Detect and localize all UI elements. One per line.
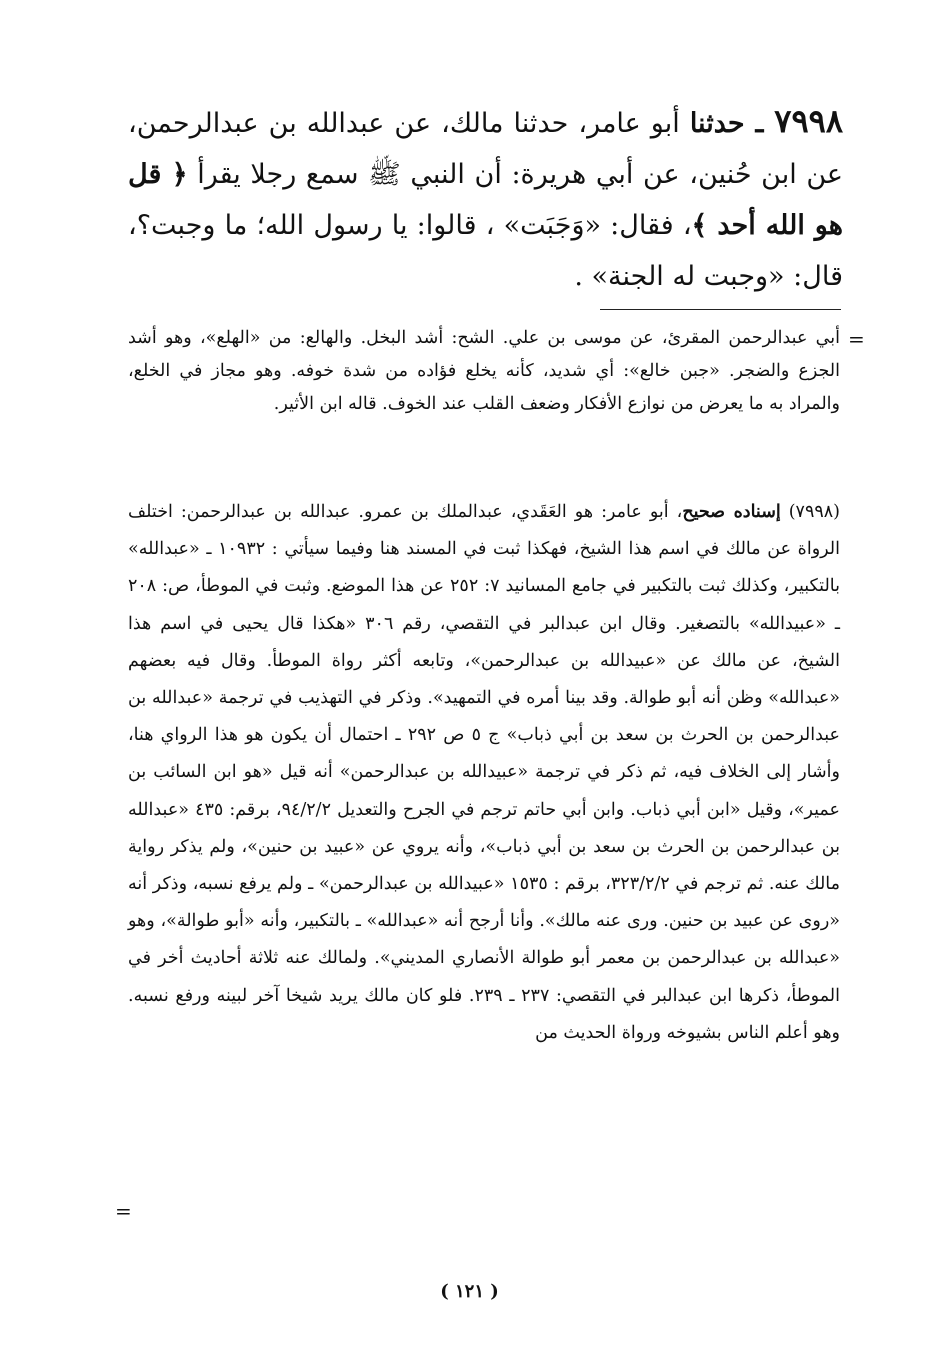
continuation-mark-end: = xyxy=(115,1199,132,1223)
hadith-text xyxy=(128,96,843,302)
hadith-isnad-matn: أبو عامر، حدثنا مالك، عن عبدالله بن عبدالرحمن، عن ابن حُنين، عن أبي هريرة: أن النبي ﷺ سمع رجلا يقرأ xyxy=(128,108,844,190)
continuation-mark: = xyxy=(848,327,865,351)
page-number: ( ١٢١ ) xyxy=(440,1281,499,1302)
footnote-body: ، أبو عامر: هو العَقَدي، عبدالملك بن عمرو. عبدالله بن عبدالرحمن: اختلف الرواة عن مالك في اسم هذا الشيخ، فهكذا ثبت في المسند هنا وفيما سيأتي : ١٠٩٣٢ ـ «عبدالله» بالتكبير، وكذلك ثبت بالتكبير في جامع المسانيد ٧: ٢٥٢ عن هذا الموضع. وثبت في الموطأ، ص: ٢٠٨ ـ «عبيدالله» بالتصغير. وقال ابن عبدالبر في التقصي، رقم ٣٠٦ «هكذا قال يحيى في اسم هذا الشيخ، عن مالك عن «عبيدالله بن عبدالرحمن»، وتابعه أكثر رواة الموطأ. وقال فيه بعضهم «عبدالله» وظن أنه أبو طوالة. وقد بينا أمره في التمهيد». وذكر في التهذيب في ترجمة «عبدالله بن عبدالرحمن بن الحرث بن سعد بن أبي ذباب» ج ٥ ص ٢٩٢ ـ احتمال أن يكون هو هذا الرواي هنا، وأشار إلى الخلاف فيه، ثم ذكر في ترجمة «عبيدالله بن عبدالرحمن» أنه قيل «هو ابن السائب بن عمير»، وقيل «ابن أبي ذباب. وابن أبي حاتم ترجم في الجرح والتعديل ٩٤/٢/٢، برقم: ٤٣٥ «عبدالله بن عبدالرحمن بن الحرث بن سعد بن أبي ذباب»، وأنه يروي عن «عبيد بن حنين»، ولم يذكر رواية مالك عنه. ثم ترجم في ٣٢٣/٢/٢، برقم : ١٥٣٥ «عبيدالله بن عبدالرحمن» ـ ولم يرفع نسبه، وذكر أنه «روى عن عبيد بن حنين. ورى عنه مالك». وأنا أرجح أنه «عبدالله» ـ بالتكبير، وأنه «أبو طوالة»، وهو «عبدالله بن عبدالرحمن بن معمر أبو طوالة الأنصاري المديني». ولمالك عنه ثلاثة أحاديث أخر في الموطأ، ذكرها ابن عبدالبر في التقصي: ٢٣٧ ـ ٢٣٩. فلو كان مالك يريد شيخا آخر لبينه ورفع نسبه. وهو أعلم الناس بشيوخه ورواة الحديث من xyxy=(128,502,841,1043)
footnote-heading: إسناده صحيح xyxy=(682,502,781,522)
hadith-ending: ، فقال: «وَجَبَت» ، قالوا: يا رسول الله؛ ما وجبت؟، قال: «وجبت له الجنة» . xyxy=(128,210,843,292)
quran-citation: ﴿ قل هو الله أحد ﴾ xyxy=(128,159,843,241)
footnote-number: (٧٩٩٨) xyxy=(788,502,840,522)
footnote-separator xyxy=(600,309,841,310)
haddathana-word: حدثنا xyxy=(689,108,745,139)
hadith-number: ٧٩٩٨ xyxy=(774,102,843,140)
footnote-continued xyxy=(128,322,840,421)
hadith-dash: ـ xyxy=(744,108,775,139)
footnote-7998 xyxy=(128,494,840,1052)
footnote-continued-text: أبي عبدالرحمن المقرئ، عن موسى بن علي. الشح: أشد البخل. والهالع: من «الهلع»، وهو أشد الجزع والضجر. «جبن خالع»: أي شديد، كأنه يخلع فؤاده من شدة خوفه. وهو مجاز في الخلع، والمراد به ما يعرض من نوازع الأفكار وضعف القلب عند الخوف. قاله ابن الأثير. xyxy=(128,328,840,414)
